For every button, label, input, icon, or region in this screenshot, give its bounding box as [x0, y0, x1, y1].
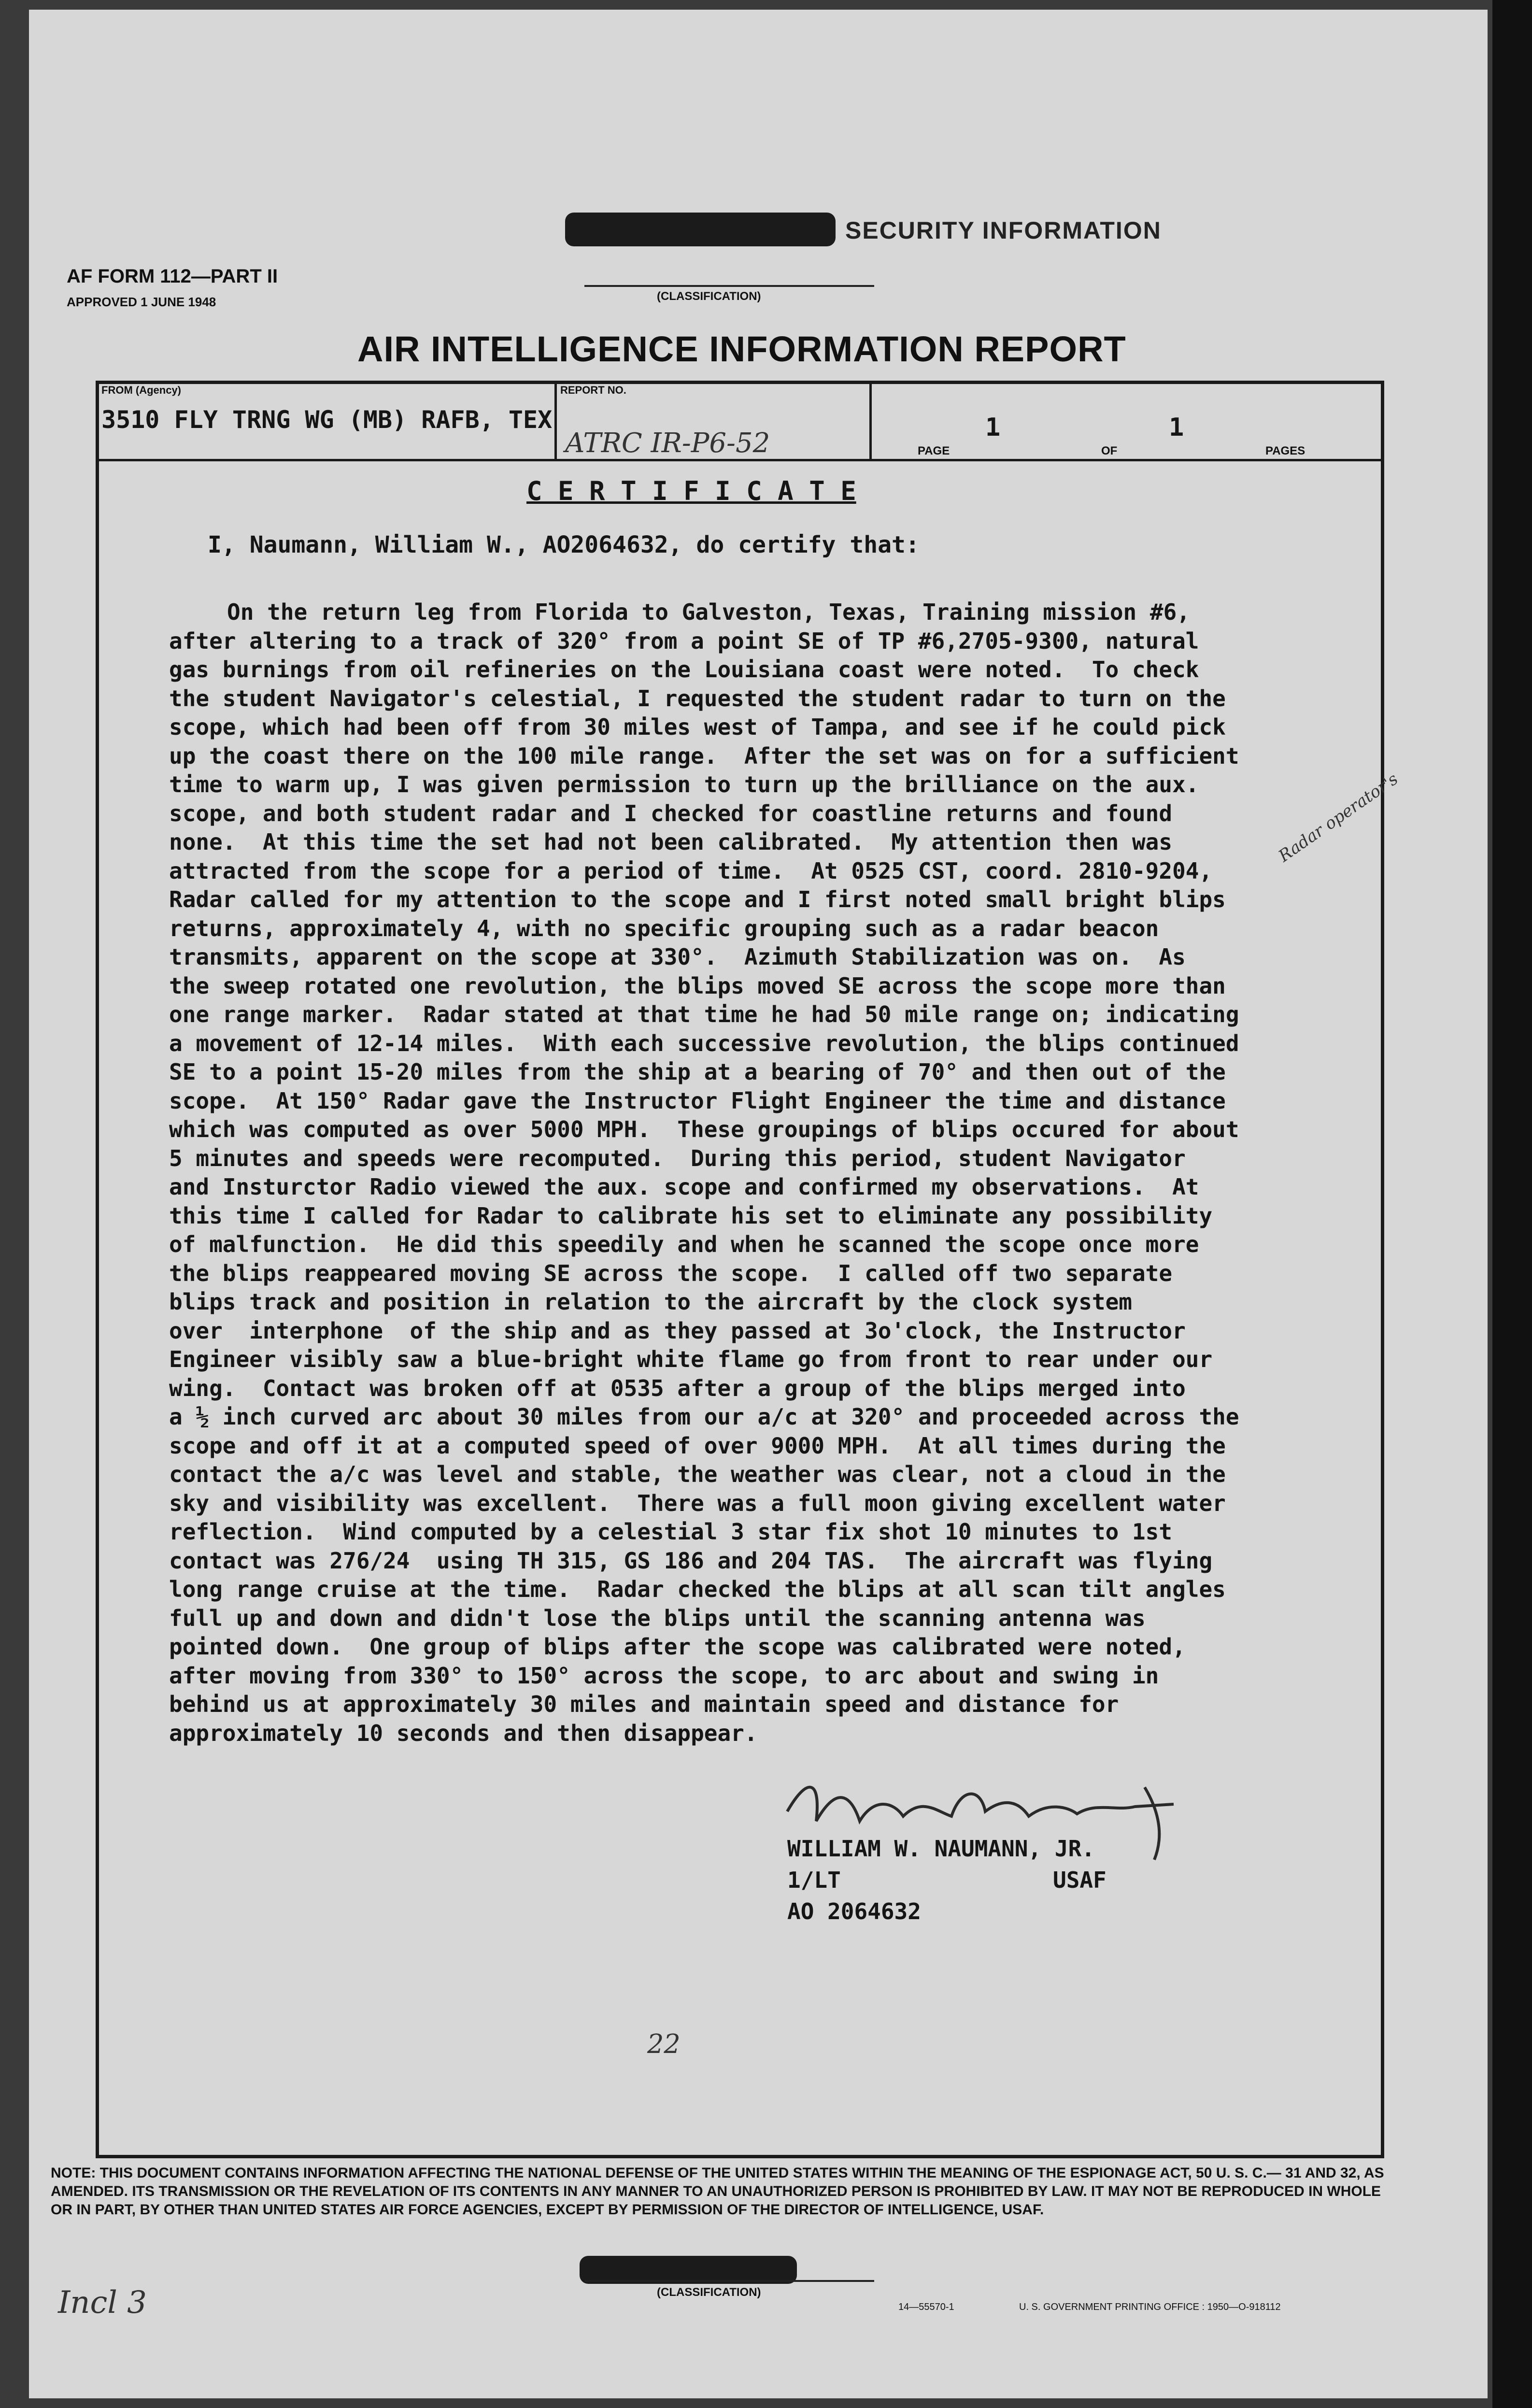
certificate-line: contact the a/c was level and stable, the weather was clear, not a cloud in the	[169, 1461, 1226, 1487]
report-no-label: REPORT NO.	[560, 384, 626, 396]
form-number: 14—55570-1	[898, 2302, 954, 2312]
form-approved-date: APPROVED 1 JUNE 1948	[67, 295, 216, 309]
certificate-line: contact was 276/24 using TH 315, GS 186 and 204 TAS. The aircraft was flying	[169, 1547, 1213, 1574]
inclosure-note: Incl 3	[58, 2285, 147, 2321]
document-page	[29, 10, 1488, 2398]
certificate-line: over interphone of the ship and as they passed at 3o'clock, the Instructor	[169, 1317, 1186, 1344]
certificate-line: after moving from 330° to 150° across the scope, to arc about and swing in	[169, 1662, 1159, 1689]
certificate-line: scope and off it at a computed speed of over 9000 MPH. At all times during the	[169, 1432, 1226, 1459]
pages-label: PAGES	[1265, 444, 1305, 457]
reportno-divider	[869, 381, 872, 459]
printing-office: U. S. GOVERNMENT PRINTING OFFICE : 1950—O-918112	[1019, 2302, 1281, 2312]
form-id: AF FORM 112—PART II	[67, 266, 278, 287]
certificate-line: this time I called for Radar to calibrate his set to eliminate any possibility	[169, 1202, 1213, 1229]
report-no-value: ATRC IR-P6-52	[565, 427, 770, 459]
certificate-line: gas burnings from oil refineries on the Louisiana coast were noted. To check	[169, 656, 1199, 683]
certificate-line: the student Navigator's celestial, I requested the student radar to turn on the	[169, 685, 1226, 712]
page-label: PAGE	[918, 444, 950, 457]
signature-serial: AO 2064632	[787, 1898, 921, 1924]
certificate-line: a movement of 12-14 miles. With each successive revolution, the blips continued	[169, 1030, 1239, 1056]
certificate-line: and Insturctor Radio viewed the aux. scope and confirmed my observations. At	[169, 1174, 1199, 1200]
certificate-title: C E R T I F I C A T E	[526, 476, 856, 506]
certificate-line: Radar called for my attention to the scope and I first noted small bright blips	[169, 886, 1226, 912]
certificate-line: the blips reappeared moving SE across the scope. I called off two separate	[169, 1260, 1173, 1286]
signature-name: WILLIAM W. NAUMANN, JR.	[787, 1836, 1095, 1862]
signature-branch: USAF	[1053, 1867, 1106, 1893]
report-title: AIR INTELLIGENCE INFORMATION REPORT	[357, 329, 1126, 369]
classification-caption-bottom: (CLASSIFICATION)	[657, 2286, 761, 2299]
certificate-line: wing. Contact was broken off at 0535 after a group of the blips merged into	[169, 1375, 1186, 1401]
certificate-line: attracted from the scope for a period of time. At 0525 CST, coord. 2810-9204,	[169, 857, 1213, 884]
certificate-line: SE to a point 15-20 miles from the ship at a bearing of 70° and then out of the	[169, 1059, 1226, 1085]
certificate-line: up the coast there on the 100 mile range. After the set was on for a sufficient	[169, 742, 1239, 769]
certificate-line: behind us at approximately 30 miles and maintain speed and distance for	[169, 1691, 1119, 1717]
of-value: 1	[1169, 413, 1184, 442]
certificate-line: scope, which had been off from 30 miles west of Tampa, and see if he could pick	[169, 714, 1226, 740]
certificate-line: the sweep rotated one revolution, the blips moved SE across the scope more than	[169, 972, 1226, 999]
certificate-line: one range marker. Radar stated at that time he had 50 mile range on; indicating	[169, 1001, 1239, 1027]
certificate-line: scope, and both student radar and I checked for coastline returns and found	[169, 800, 1173, 826]
certificate-line: time to warm up, I was given permission to turn up the brilliance on the aux.	[169, 771, 1199, 798]
classification-line-top	[584, 285, 874, 287]
certificate-line: of malfunction. He did this speedily and when he scanned the scope once more	[169, 1231, 1199, 1257]
certificate-line: after altering to a track of 320° from a point SE of TP #6,2705-9300, natural	[169, 627, 1199, 654]
from-label: FROM (Agency)	[101, 384, 181, 396]
signature-rank: 1/LT	[787, 1867, 841, 1893]
certificate-line: 5 minutes and speeds were recomputed. During this period, student Navigator	[169, 1145, 1186, 1171]
classification-line-bottom	[584, 2280, 874, 2282]
scan-edge	[1492, 0, 1532, 2408]
certificate-intro: I, Naumann, William W., AO2064632, do certify that:	[208, 531, 920, 558]
classification-caption-top: (CLASSIFICATION)	[657, 290, 761, 303]
from-value: 3510 FLY TRNG WG (MB) RAFB, TEX	[101, 406, 553, 434]
certificate-line: scope. At 150° Radar gave the Instructor Flight Engineer the time and distance	[169, 1087, 1226, 1114]
certificate-line: Engineer visibly saw a blue-bright white flame go from front to rear under our	[169, 1346, 1213, 1372]
redaction-bar-top	[565, 213, 836, 246]
certificate-line: transmits, apparent on the scope at 330°. Azimuth Stabilization was on. As	[169, 944, 1186, 970]
certificate-line: blips track and position in relation to the aircraft by the clock system	[169, 1289, 1132, 1315]
certificate-line: sky and visibility was excellent. There was a full moon giving excellent water	[169, 1490, 1226, 1516]
page-value: 1	[985, 413, 1001, 442]
page-mark: 22	[647, 2029, 681, 2059]
header-divider	[96, 459, 1384, 461]
from-divider	[554, 381, 557, 459]
certificate-line: pointed down. One group of blips after the scope was calibrated were noted,	[169, 1634, 1186, 1660]
certificate-line: long range cruise at the time. Radar checked the blips at all scan tilt angles	[169, 1576, 1226, 1602]
certificate-line: reflection. Wind computed by a celestial 3 star fix shot 10 minutes to 1st	[169, 1519, 1173, 1545]
classification-stamp: SECURITY INFORMATION	[845, 217, 1162, 244]
certificate-line: On the return leg from Florida to Galveston, Texas, Training mission #6,	[227, 599, 1190, 625]
certificate-line: returns, approximately 4, with no specific grouping such as a radar beacon	[169, 915, 1159, 941]
margin-note: Radar operator's	[1275, 769, 1402, 866]
certificate-line: full up and down and didn't lose the blips until the scanning antenna was	[169, 1605, 1146, 1631]
certificate-line: none. At this time the set had not been calibrated. My attention then was	[169, 829, 1173, 855]
of-label: OF	[1101, 444, 1118, 457]
certificate-line: which was computed as over 5000 MPH. These groupings of blips occured for about	[169, 1116, 1239, 1142]
security-notice: NOTE: THIS DOCUMENT CONTAINS INFORMATION AFFECTING THE NATIONAL DEFENSE OF THE UNITED STATES WITHIN THE MEANING OF THE ESPIONAGE ACT, 50 U. S. C.— 31 AND 32, AS AMENDED. ITS TRANSMISSION OR THE REVELATION OF ITS CONTENTS IN ANY MANNER TO AN UNAUTHORIZED PERSON IS PROHIBITED BY LAW. IT MAY NOT BE REPRODUCED IN WHOLE OR IN PART, BY OTHER THAN UNITED STATES AIR FORCE AGENCIES, EXCEPT BY PERMISSION OF THE DIRECTOR OF INTELLIGENCE, USAF.	[51, 2165, 1384, 2218]
certificate-line: a ½ inch curved arc about 30 miles from our a/c at 320° and proceeded across the	[169, 1404, 1239, 1430]
certificate-line: approximately 10 seconds and then disappear.	[169, 1720, 758, 1746]
